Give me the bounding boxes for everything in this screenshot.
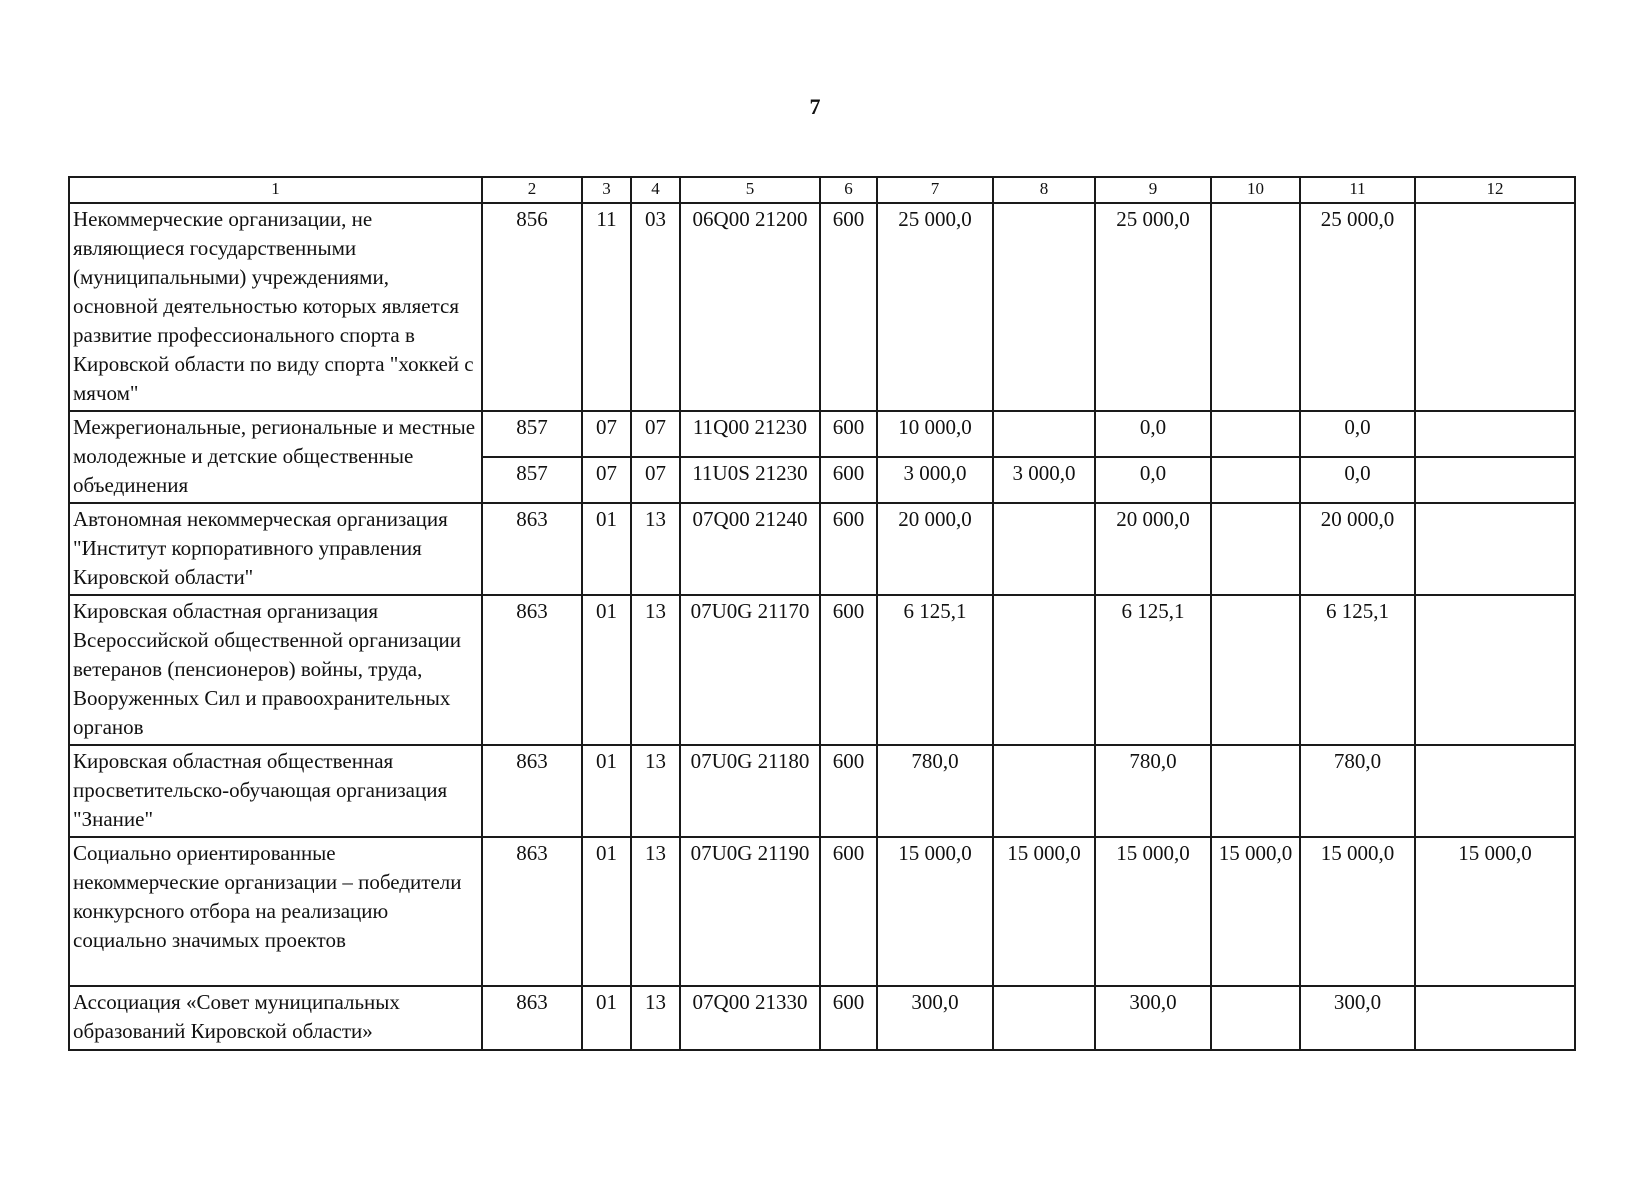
cell-col-3: 01 bbox=[582, 837, 631, 986]
column-number: 6 bbox=[820, 177, 877, 203]
cell-col-12 bbox=[1415, 457, 1575, 503]
cell-col-9: 20 000,0 bbox=[1095, 503, 1211, 595]
cell-col-12 bbox=[1415, 595, 1575, 745]
cell-col-10 bbox=[1211, 745, 1300, 837]
table-row bbox=[69, 203, 1575, 411]
cell-col-6: 600 bbox=[820, 503, 877, 595]
cell-col-5: 07U0G 21180 bbox=[680, 745, 820, 837]
cell-col-7: 20 000,0 bbox=[877, 503, 993, 595]
cell-col-4: 13 bbox=[631, 503, 680, 595]
cell-col-10 bbox=[1211, 503, 1300, 595]
cell-col-3: 01 bbox=[582, 595, 631, 745]
cell-col-6: 600 bbox=[820, 203, 877, 411]
cell-col-5: 11Q00 21230 bbox=[680, 411, 820, 457]
column-number: 2 bbox=[482, 177, 582, 203]
cell-col-6: 600 bbox=[820, 411, 877, 457]
cell-col-11: 300,0 bbox=[1300, 986, 1415, 1050]
cell-col-7: 300,0 bbox=[877, 986, 993, 1050]
cell-col-9: 300,0 bbox=[1095, 986, 1211, 1050]
organization-name: Межрегиональные, региональные и местные молодежные и детские общественные объединения bbox=[69, 411, 482, 503]
table-header bbox=[69, 177, 1575, 203]
organization-name: Автономная некоммерческая организация "Институт корпоративного управления Кировской области" bbox=[69, 503, 482, 595]
cell-col-5: 07Q00 21330 bbox=[680, 986, 820, 1050]
cell-col-2: 863 bbox=[482, 837, 582, 986]
cell-col-5: 07Q00 21240 bbox=[680, 503, 820, 595]
cell-col-2: 863 bbox=[482, 986, 582, 1050]
cell-col-5: 07U0G 21190 bbox=[680, 837, 820, 986]
cell-col-4: 07 bbox=[631, 457, 680, 503]
table-row bbox=[69, 837, 1575, 986]
cell-col-8: 15 000,0 bbox=[993, 837, 1095, 986]
column-number: 8 bbox=[993, 177, 1095, 203]
cell-col-6: 600 bbox=[820, 595, 877, 745]
cell-col-12 bbox=[1415, 745, 1575, 837]
cell-col-2: 863 bbox=[482, 503, 582, 595]
cell-col-8 bbox=[993, 745, 1095, 837]
cell-col-9: 780,0 bbox=[1095, 745, 1211, 837]
cell-col-6: 600 bbox=[820, 745, 877, 837]
cell-col-9: 0,0 bbox=[1095, 457, 1211, 503]
cell-col-11: 6 125,1 bbox=[1300, 595, 1415, 745]
organization-name: Социально ориентированные некоммерческие организации – победители конкурсного отбора на реализацию социально значимых проектов bbox=[69, 837, 482, 986]
cell-col-6: 600 bbox=[820, 457, 877, 503]
cell-col-11: 780,0 bbox=[1300, 745, 1415, 837]
cell-col-10 bbox=[1211, 203, 1300, 411]
cell-col-10 bbox=[1211, 986, 1300, 1050]
column-number-row bbox=[69, 177, 1575, 203]
cell-col-10 bbox=[1211, 411, 1300, 457]
cell-col-10 bbox=[1211, 595, 1300, 745]
column-number: 5 bbox=[680, 177, 820, 203]
cell-col-8 bbox=[993, 503, 1095, 595]
column-number: 7 bbox=[877, 177, 993, 203]
cell-col-9: 15 000,0 bbox=[1095, 837, 1211, 986]
cell-col-2: 856 bbox=[482, 203, 582, 411]
column-number: 1 bbox=[69, 177, 482, 203]
cell-col-8: 3 000,0 bbox=[993, 457, 1095, 503]
cell-col-12 bbox=[1415, 986, 1575, 1050]
cell-col-3: 07 bbox=[582, 411, 631, 457]
column-number: 10 bbox=[1211, 177, 1300, 203]
cell-col-8 bbox=[993, 595, 1095, 745]
organization-name: Некоммерческие организации, не являющиеся государственными (муниципальными) учреждениями, основной деятельностью которых является развитие профессионального спорта в Кировской области по виду спорта "хоккей с мячом" bbox=[69, 203, 482, 411]
column-number: 3 bbox=[582, 177, 631, 203]
cell-col-3: 01 bbox=[582, 745, 631, 837]
cell-col-2: 863 bbox=[482, 745, 582, 837]
cell-col-8 bbox=[993, 986, 1095, 1050]
table-row bbox=[69, 986, 1575, 1050]
budget-table bbox=[68, 176, 1576, 1051]
column-number: 12 bbox=[1415, 177, 1575, 203]
cell-col-11: 25 000,0 bbox=[1300, 203, 1415, 411]
table-row bbox=[69, 503, 1575, 595]
cell-col-7: 15 000,0 bbox=[877, 837, 993, 986]
cell-col-12: 15 000,0 bbox=[1415, 837, 1575, 986]
cell-col-4: 07 bbox=[631, 411, 680, 457]
cell-col-6: 600 bbox=[820, 986, 877, 1050]
cell-col-8 bbox=[993, 203, 1095, 411]
page-number: 7 bbox=[809, 94, 821, 119]
column-number: 11 bbox=[1300, 177, 1415, 203]
cell-col-11: 0,0 bbox=[1300, 457, 1415, 503]
table-row bbox=[69, 411, 1575, 457]
cell-col-7: 3 000,0 bbox=[877, 457, 993, 503]
cell-col-5: 07U0G 21170 bbox=[680, 595, 820, 745]
cell-col-10 bbox=[1211, 457, 1300, 503]
cell-col-3: 01 bbox=[582, 986, 631, 1050]
cell-col-4: 13 bbox=[631, 986, 680, 1050]
cell-col-8 bbox=[993, 411, 1095, 457]
cell-col-3: 07 bbox=[582, 457, 631, 503]
cell-col-4: 13 bbox=[631, 837, 680, 986]
cell-col-4: 03 bbox=[631, 203, 680, 411]
cell-col-7: 25 000,0 bbox=[877, 203, 993, 411]
cell-col-3: 01 bbox=[582, 503, 631, 595]
cell-col-11: 0,0 bbox=[1300, 411, 1415, 457]
organization-name: Ассоциация «Совет муниципальных образований Кировской области» bbox=[69, 986, 482, 1050]
cell-col-2: 857 bbox=[482, 411, 582, 457]
cell-col-5: 06Q00 21200 bbox=[680, 203, 820, 411]
cell-col-12 bbox=[1415, 503, 1575, 595]
cell-col-2: 857 bbox=[482, 457, 582, 503]
table-body bbox=[69, 203, 1575, 1050]
cell-col-12 bbox=[1415, 411, 1575, 457]
cell-col-12 bbox=[1415, 203, 1575, 411]
cell-col-9: 0,0 bbox=[1095, 411, 1211, 457]
cell-col-5: 11U0S 21230 bbox=[680, 457, 820, 503]
cell-col-3: 11 bbox=[582, 203, 631, 411]
cell-col-7: 10 000,0 bbox=[877, 411, 993, 457]
cell-col-6: 600 bbox=[820, 837, 877, 986]
cell-col-2: 863 bbox=[482, 595, 582, 745]
cell-col-10: 15 000,0 bbox=[1211, 837, 1300, 986]
organization-name: Кировская областная организация Всероссийской общественной организации ветеранов (пенсионеров) войны, труда, Вооруженных Сил и правоохранительных органов bbox=[69, 595, 482, 745]
cell-col-11: 20 000,0 bbox=[1300, 503, 1415, 595]
cell-col-4: 13 bbox=[631, 745, 680, 837]
cell-col-11: 15 000,0 bbox=[1300, 837, 1415, 986]
cell-col-4: 13 bbox=[631, 595, 680, 745]
cell-col-7: 780,0 bbox=[877, 745, 993, 837]
cell-col-9: 6 125,1 bbox=[1095, 595, 1211, 745]
cell-col-7: 6 125,1 bbox=[877, 595, 993, 745]
column-number: 9 bbox=[1095, 177, 1211, 203]
organization-name: Кировская областная общественная просветительско-обучающая организация "Знание" bbox=[69, 745, 482, 837]
table-row bbox=[69, 745, 1575, 837]
column-number: 4 bbox=[631, 177, 680, 203]
cell-col-9: 25 000,0 bbox=[1095, 203, 1211, 411]
table-row bbox=[69, 595, 1575, 745]
